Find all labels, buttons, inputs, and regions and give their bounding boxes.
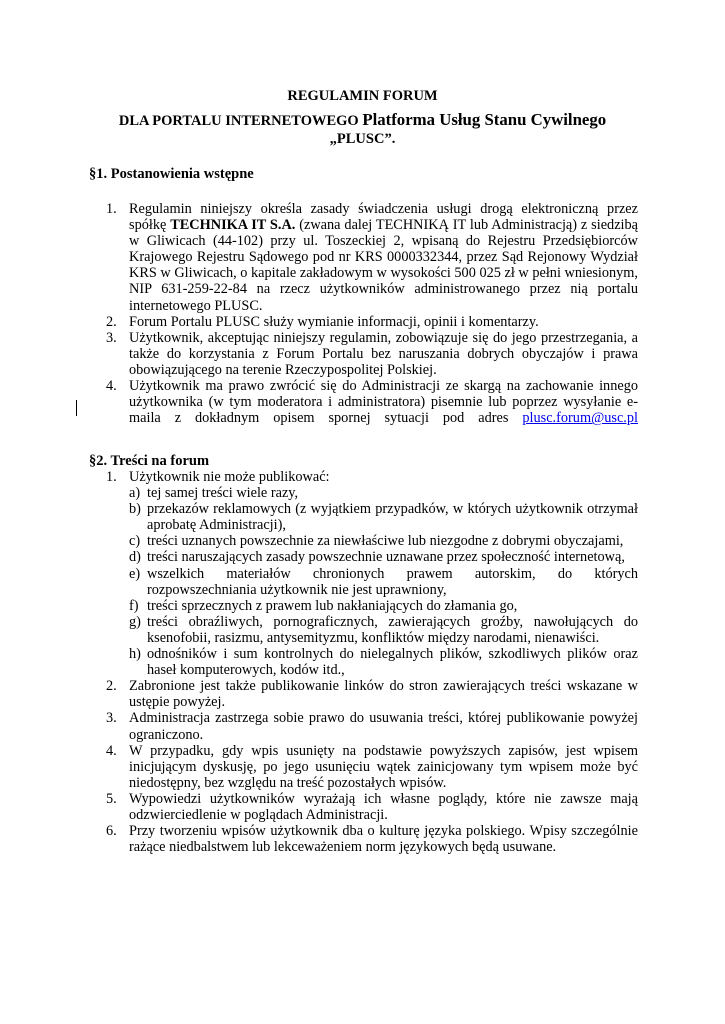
sublist-item (129, 485, 638, 501)
company-name: TECHNIKA IT S.A. (170, 217, 296, 234)
sub-letter: h) (129, 646, 141, 663)
item-number: 3. (106, 329, 117, 346)
sub-text: treści naruszających zasady powszechnie uznawane przez społeczność internetową, (147, 549, 625, 566)
sublist-item (129, 549, 638, 565)
item-number: 5. (106, 790, 117, 807)
sub-letter: a) (129, 485, 141, 502)
sublist-item (129, 533, 638, 549)
section2-list (106, 469, 638, 855)
list-item (106, 823, 638, 855)
document-title: REGULAMIN FORUM (287, 88, 438, 104)
sub-text: tej samej treści wiele razy, (147, 485, 299, 502)
item-text-cont: (zwana dalej TECHNIKĄ IT lub Administracją) z siedzibą w Gliwicach (44-102) przy ul. Toszeckiej 2, wpisaną do Rejestru Przedsiębiorców Krajowego Rejestru Sądowego pod nr KRS 0000332344, przez Sąd Rejonowy Wydział KRS w Gliwicach, o kapitale zakładowym w wysokości 500 025 zł w pełni wniesionym, NIP 631-259-22-84 na rzecz użytkowników administrowanego przez nią portalu internetowego PLUSC. (129, 217, 639, 314)
sublist-item (129, 566, 638, 598)
list-item (106, 330, 638, 378)
item-text: Zabronione jest także publikowanie linków do stron zawierających treści wskazane w ustępie powyżej. (129, 678, 638, 711)
sublist-item (129, 646, 638, 678)
item-number: 2. (106, 678, 117, 695)
sub-letter: b) (129, 501, 141, 518)
item-text: Wypowiedzi użytkowników wyrażają ich własne poglądy, które nie zawsze mają odzwierciedlenie w poglądach Administracji. (129, 790, 638, 823)
item-number: 3. (106, 710, 117, 727)
sub-letter: c) (129, 533, 141, 550)
item-text: Użytkownik, akceptując niniejszy regulamin, zobowiązuje się do jego przestrzegania, a także do korzystania z Forum Portalu bez naruszania dobrych obyczajów i prawa obowiązującego na terenie Rzeczypospolitej Polskiej. (129, 329, 638, 378)
subtitle-portal-name: Platforma Usług Stanu Cywilnego (362, 110, 607, 129)
list-item (106, 678, 638, 710)
section1-heading: §1. Postanowienia wstępne (89, 166, 254, 182)
item-number: 4. (106, 742, 117, 759)
sub-text: treści uznanych powszechnie za niewłaściwe lub niezgodne z dobrymi obyczajami, (147, 533, 624, 550)
sub-text: przekazów reklamowych (z wyjątkiem przypadków, w których użytkownik otrzymał aprobatę Administracji), (147, 501, 638, 534)
sub-text: treści obraźliwych, pornograficznych, zawierających groźby, nawołujących do ksenofobii, rasizmu, antysemityzmu, konfliktów między narodami, nienawiści. (147, 613, 638, 646)
item-text: Forum Portalu PLUSC służy wymianie informacji, opinii i komentarzy. (129, 313, 539, 330)
section2-heading: §2. Treści na forum (89, 453, 210, 469)
item-text: Administracja zastrzega sobie prawo do usuwania treści, której publikowanie powyżej ograniczono. (129, 710, 638, 743)
document-subtitle (0, 110, 725, 131)
list-item (106, 378, 638, 426)
sublist-item (129, 614, 638, 646)
email-link[interactable]: plusc.forum@usc.pl (522, 410, 638, 427)
list-item (106, 710, 638, 742)
sub-letter: f) (129, 597, 139, 614)
subtitle-prefix: DLA PORTALU INTERNETOWEGO (118, 113, 363, 129)
item-number: 1. (106, 201, 117, 217)
item-text: Użytkownik ma prawo zwrócić się do Administracji ze skargą na zachowanie innego użytkownika (w tym moderatora i administratora) pisemnie lub poprzez wysyłanie e-maila z dokładnym opisem spornej sytuacji pod adres (129, 378, 638, 427)
item-number: 6. (106, 823, 117, 840)
sub-text: odnośników i sum kontrolnych do nielegalnych plików, szkodliwych plików oraz haseł komputerowych, kodów itd., (147, 646, 638, 679)
item-text: Przy tworzeniu wpisów użytkownik dba o kulturę języka polskiego. Wpisy szczególnie rażące niedbalstwem lub lekceważeniem norm językowych będą usuwane. (129, 823, 638, 856)
sublist-item (129, 598, 638, 614)
list-item (106, 791, 638, 823)
list-item (106, 743, 638, 791)
sub-text: wszelkich materiałów chronionych prawem autorskim, do których rozpowszechniania użytkownik nie jest uprawniony, (147, 565, 638, 598)
item-number: 2. (106, 313, 117, 330)
sublist-item (129, 501, 638, 533)
item-number: 1. (106, 469, 117, 485)
sub-text: treści sprzecznych z prawem lub nakłaniających do złamania go, (147, 597, 518, 614)
sub-letter: g) (129, 613, 141, 630)
list-item (106, 469, 638, 678)
list-item (106, 314, 638, 330)
document-subtitle-line2: „PLUSC”. (329, 131, 396, 147)
change-bar (76, 400, 77, 416)
sub-letter: d) (129, 549, 141, 566)
item-text: Użytkownik nie może publikować: (129, 469, 330, 485)
sublist (129, 485, 638, 678)
list-item (106, 201, 638, 314)
item-number: 4. (106, 378, 117, 395)
item-text: W przypadku, gdy wpis usunięty na podstawie powyższych zapisów, jest wpisem inicjującym dyskusję, po jego usunięciu wątek zainicjowany tym wpisem może być niedostępny, bez względu na treść pozostałych wpisów. (129, 742, 638, 791)
section1-list (106, 201, 638, 426)
item-text: Regulamin niniejszy określa zasady świadczenia usługi drogą elektroniczną przez spółkę (129, 201, 638, 234)
sub-letter: e) (129, 565, 141, 582)
